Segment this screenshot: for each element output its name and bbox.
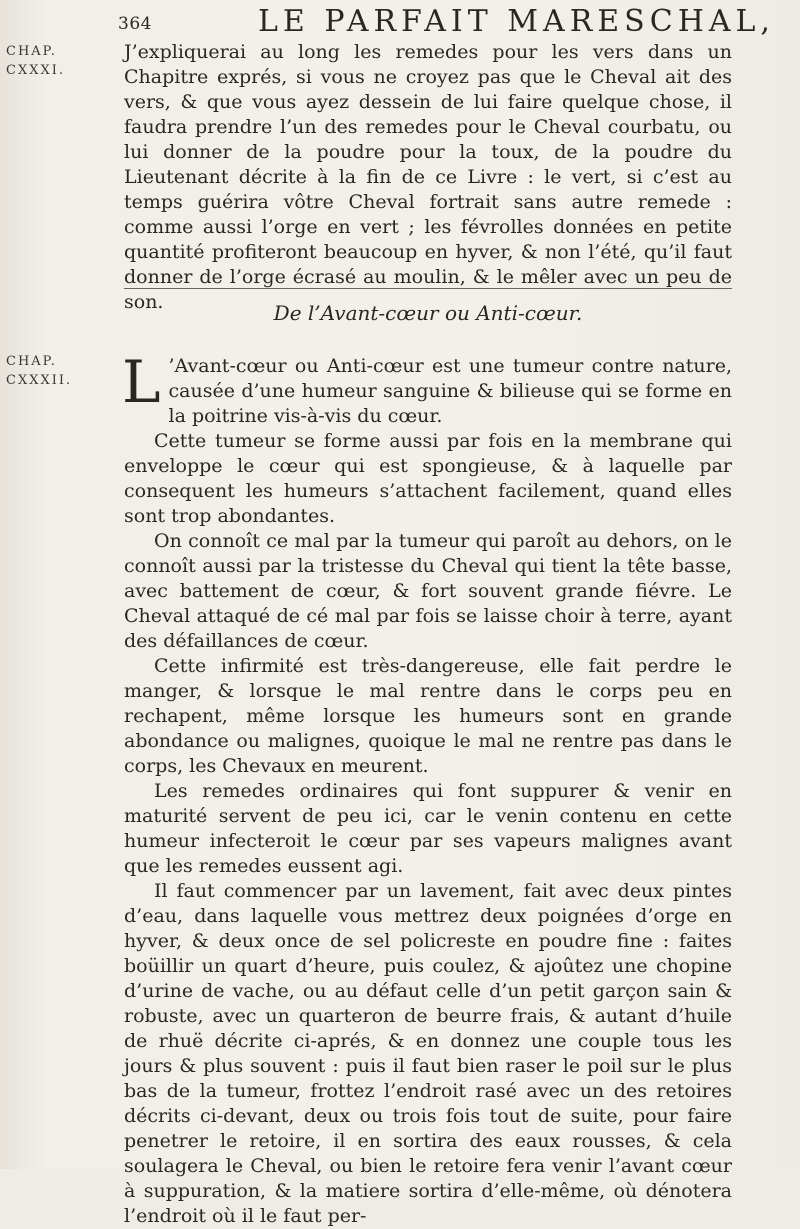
margin-note-number: CXXXI. <box>6 63 65 78</box>
margin-note-label: CHAP. <box>6 44 57 59</box>
body-paragraph: Cette infirmité est très-dangereuse, elle fait perdre le manger, & lorsque le mal rentre dans le corps peu en rechapent, même lorsque les humeurs sont en grande abondance ou malignes, quoique le mal ne rentre pas dans le corps, les Chevaux en meurent. <box>124 655 732 777</box>
drop-cap: L <box>122 348 161 416</box>
body-paragraph: Les remedes ordinaires qui font suppurer & venir en maturité servent de peu ici, car le venin contenu en cette humeur infecteroit le cœur par ses vapeurs malignes avant que les remedes eussent agi. <box>124 780 732 877</box>
section-divider <box>124 288 732 289</box>
top-paragraph-block <box>124 40 732 315</box>
page-number: 364 <box>118 14 152 34</box>
margin-note-number: CXXXII. <box>6 373 73 388</box>
margin-note-label: CHAP. <box>6 354 57 369</box>
section-body <box>122 348 732 1229</box>
section-heading: De l’Avant-cœur ou Anti-cœur. <box>273 301 583 325</box>
first-paragraph-text: ’Avant-cœur ou Anti-cœur est une tumeur contre nature, causée d’une humeur sanguine & bilieuse qui se forme en la poitrine vis-à-vis du cœur. <box>168 355 732 427</box>
running-title: LE PARFAIT MARESCHAL, <box>258 4 775 39</box>
body-paragraph: Cette tumeur se forme aussi par fois en la membrane qui enveloppe le cœur qui est spongieuse, & à laquelle par consequent les humeurs s’attachent facilement, quand elles sont trop abondantes. <box>124 430 732 527</box>
page-header <box>118 4 775 39</box>
body-paragraph: Il faut commencer par un lavement, fait avec deux pintes d’eau, dans laquelle vous mettrez deux poignées d’orge en hyver, & deux once de sel policreste en poudre fine : faites boüillir un quart d’heure, puis coulez, & ajoûtez une chopine d’urine de vache, ou au défaut celle d’un petit garçon sain & robuste, avec un quarteron de beurre frais, & autant d’huile de rhuë décrite ci-aprés, & en donnez une couple tous les jours & plus souvent : puis il faut bien raser le poil sur le plus bas de la tumeur, frottez l’endroit rasé avec un des retoires décrits ci-devant, deux ou trois fois tout de suite, pour faire penetrer le retoire, il en sortira des eaux rousses, & cela soulagera le Cheval, ou bien le retoire fera venir l’avant cœur à suppuration, & la matiere sortira d’elle-même, où dénotera l’endroit où il le faut per- <box>124 880 732 1227</box>
top-paragraph: J’expliquerai au long les remedes pour les vers dans un Chapitre exprés, si vous ne croyez pas que le Cheval ait des vers, & que vous ayez dessein de lui faire quelque chose, il faudra prendre l’un des remedes pour le Cheval courbatu, ou lui donner de la poudre pour la toux, de la poudre du Lieutenant décrite à la fin de ce Livre : le vert, si c’est au temps guérira vôtre Cheval fortrait sans autre remede : comme aussi l’orge en vert ; les févrolles données en petite quantité profiteront beaucoup en hyver, & non l’été, qu’il faut donner de l’orge écrasé au moulin, & le mêler avec un peu de son. <box>124 41 732 313</box>
margin-note-chapter-131 <box>6 42 65 80</box>
margin-note-chapter-132 <box>6 352 73 390</box>
body-paragraph: On connoît ce mal par la tumeur qui paroît au dehors, on le connoît aussi par la tristesse du Cheval qui tient la tête basse, avec battement de cœur, & fort souvent grande fiévre. Le Cheval attaqué de cé mal par fois se laisse choir à terre, ayant des défaillances de cœur. <box>124 530 732 652</box>
section-first-paragraph <box>122 348 732 429</box>
